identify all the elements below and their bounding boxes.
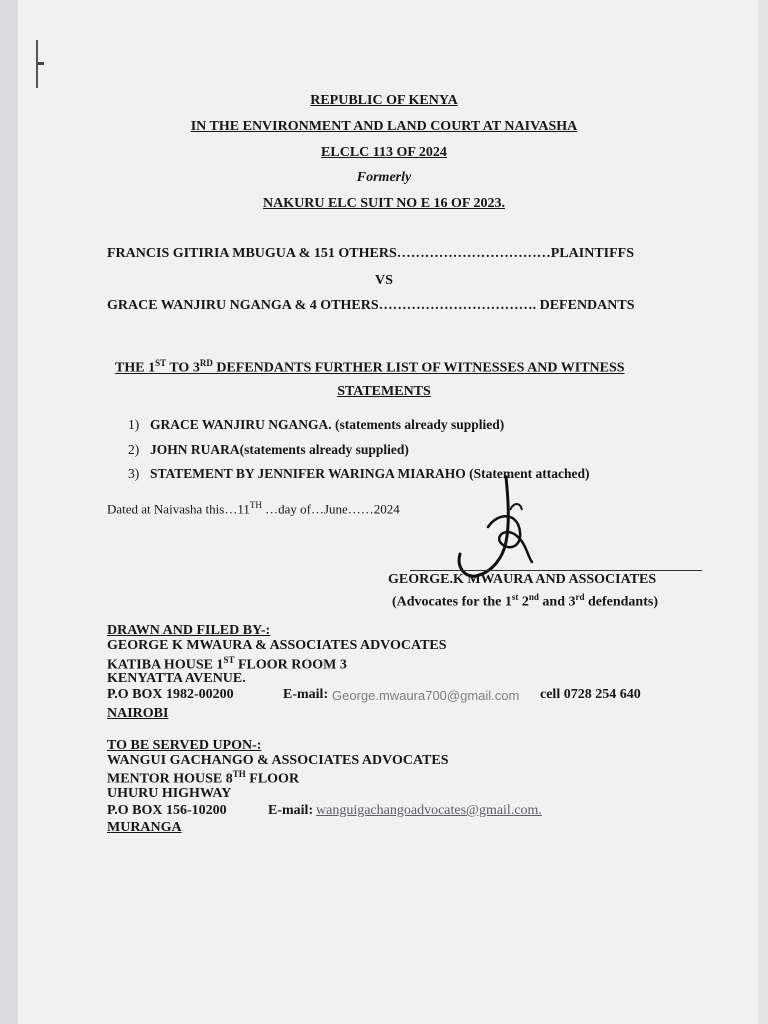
house-sup: ST: [223, 655, 235, 665]
list-heading-line1: [115, 358, 625, 377]
role-sup: rd: [575, 592, 585, 602]
served-box: P.O BOX 156-10200: [107, 803, 227, 818]
dated-line: [107, 500, 400, 517]
dated-prefix: Dated at Naivasha this…11: [107, 501, 250, 517]
served-street: UHURU HIGHWAY: [107, 786, 232, 801]
heading-part: DEFENDANTS FURTHER LIST OF WITNESSES AND WITNESS: [212, 360, 625, 376]
drawn-title: DRAWN AND FILED BY-:: [107, 623, 271, 638]
role-part: defendants): [584, 594, 658, 610]
drawn-firm: GEORGE K MWAURA & ASSOCIATES ADVOCATES: [107, 638, 447, 653]
defendants-line: GRACE WANJIRU NGANGA & 4 OTHERS……………………………. DEFENDANTS: [107, 298, 635, 313]
served-firm: WANGUI GACHANGO & ASSOCIATES ADVOCATES: [107, 753, 449, 768]
handwritten-signature: [448, 472, 548, 582]
dated-suffix: …day of…June……2024: [261, 501, 400, 517]
house-part: FLOOR ROOM 3: [234, 657, 347, 673]
witness-number: 1): [128, 417, 140, 432]
heading-part: TO 3: [166, 360, 200, 376]
witness-item: [128, 442, 409, 458]
house-part: MENTOR HOUSE 8: [107, 771, 233, 787]
list-heading-line2: STATEMENTS: [337, 384, 431, 399]
role-part: 2: [518, 594, 529, 610]
house-sup: TH: [232, 769, 246, 779]
former-suit: NAKURU ELC SUIT NO E 16 OF 2023.: [263, 196, 505, 211]
house-part: KATIBA HOUSE 1: [107, 657, 224, 673]
witness-text: JOHN RUARA(statements already supplied): [150, 442, 409, 457]
served-email-label: E-mail:: [268, 803, 314, 818]
case-number: ELCLC 113 OF 2024: [321, 145, 447, 160]
role-part: (Advocates for the 1: [392, 594, 512, 610]
heading-sup: RD: [199, 358, 213, 368]
drawn-street: KENYATTA AVENUE.: [107, 671, 246, 686]
witness-item: [128, 417, 504, 433]
role-sup: st: [511, 592, 519, 602]
witness-text: STATEMENT BY JENNIFER WARINGA MIARAHO (Statement attached): [150, 466, 590, 481]
house-part: FLOOR: [245, 771, 300, 787]
formerly-label: Formerly: [356, 170, 412, 185]
court-title: IN THE ENVIRONMENT AND LAND COURT AT NAIVASHA: [190, 119, 578, 134]
heading-sup: ST: [155, 358, 167, 368]
dated-sup: TH: [249, 500, 262, 510]
plaintiffs-line: FRANCIS GITIRIA MBUGUA & 151 OTHERS……………………………PLAINTIFFS: [107, 246, 634, 261]
drawn-email-label: E-mail:: [283, 687, 329, 702]
staple-mark-detail: [38, 62, 44, 65]
drawn-box: P.O BOX 1982-00200: [107, 687, 234, 702]
drawn-cell: cell 0728 254 640: [540, 687, 641, 702]
served-title: TO BE SERVED UPON-:: [107, 738, 262, 753]
signature-line: [410, 570, 702, 571]
drawn-city: NAIROBI: [107, 706, 169, 721]
witness-number: 2): [128, 442, 140, 457]
role-sup: nd: [528, 592, 539, 602]
served-house: [107, 769, 299, 788]
drawn-email-link[interactable]: George.mwaura700@gmail.com: [332, 688, 520, 703]
role-part: and 3: [538, 594, 576, 610]
signatory-firm: GEORGE.K MWAURA AND ASSOCIATES: [388, 572, 657, 587]
republic-title: REPUBLIC OF KENYA: [310, 93, 458, 108]
heading-part: THE 1: [115, 360, 156, 376]
served-email-link[interactable]: wanguigachangoadvocates@gmail.com.: [316, 803, 542, 818]
signatory-role: [392, 592, 658, 611]
versus-label: VS: [375, 273, 393, 288]
served-city: MURANGA: [107, 820, 182, 835]
witness-number: 3): [128, 466, 140, 481]
witness-text: GRACE WANJIRU NGANGA. (statements already supplied): [150, 417, 505, 432]
